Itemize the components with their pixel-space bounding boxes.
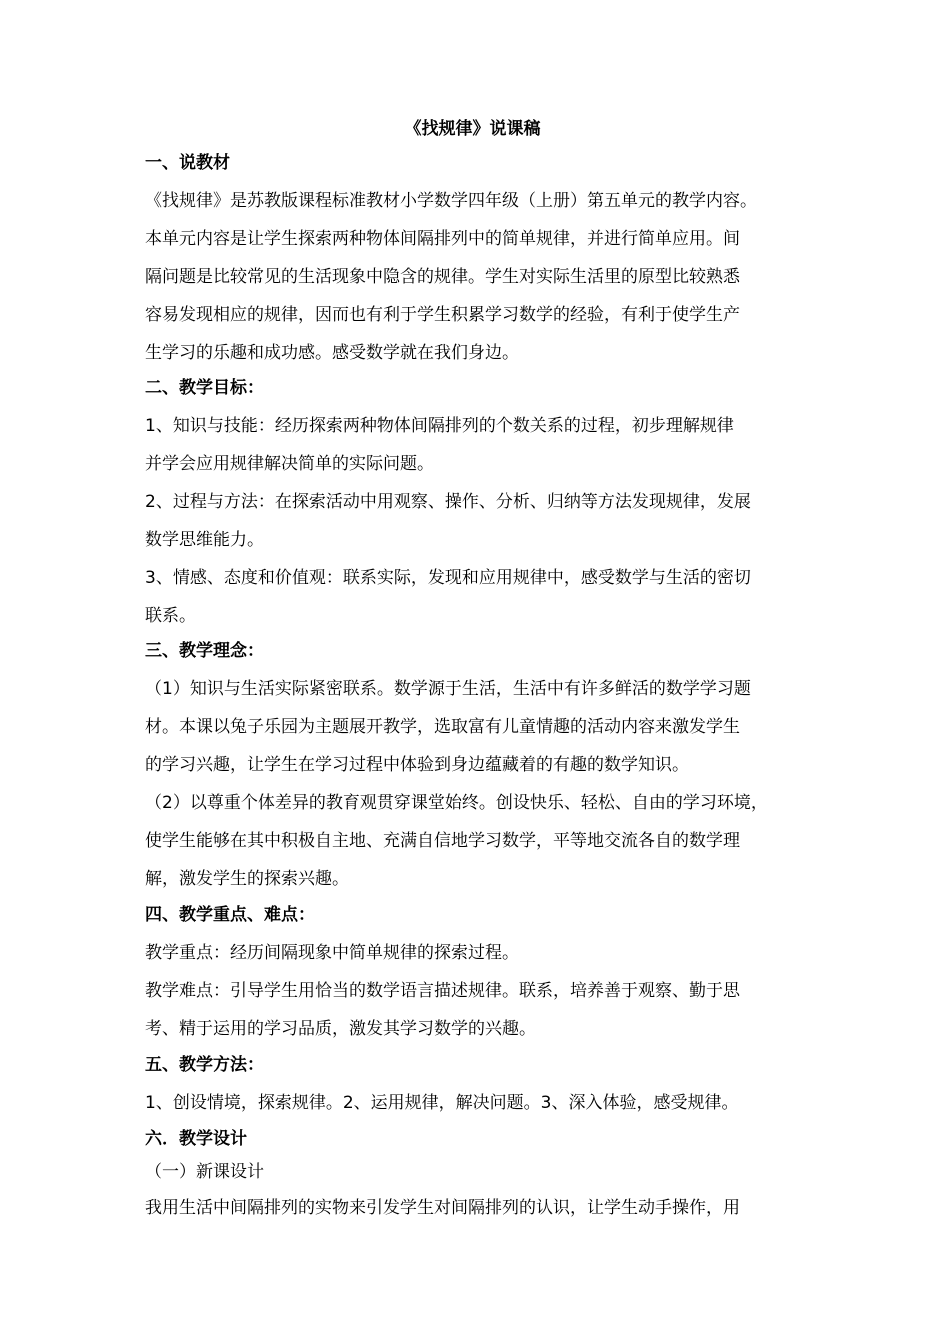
- paragraph-line: 教学难点：引导学生用恰当的数学语言描述规律。联系，培养善于观察、勤于思: [145, 981, 740, 1001]
- paragraph-line: 2、过程与方法：在探索活动中用观察、操作、分析、归纳等方法发现规律，发展: [145, 492, 751, 512]
- section-heading-key-points: 四、教学重点、难点：: [145, 905, 315, 925]
- paragraph-line: 《找规律》是苏教版课程标准教材小学数学四年级（上册）第五单元的教学内容。: [145, 191, 757, 211]
- paragraph-line: 本单元内容是让学生探索两种物体间隔排列中的简单规律，并进行简单应用。间: [145, 229, 740, 249]
- paragraph-line: 1、创设情境，探索规律。2、运用规律，解决问题。3、深入体验，感受规律。: [145, 1093, 739, 1113]
- section-heading-methods: 五、教学方法：: [145, 1055, 264, 1075]
- paragraph-line: 联系。: [145, 606, 196, 626]
- paragraph-line: （2）以尊重个体差异的教育观贯穿课堂始终。创设快乐、轻松、自由的学习环境，: [145, 793, 768, 813]
- paragraph-line: 数学思维能力。: [145, 530, 264, 550]
- paragraph-line: 我用生活中间隔排列的实物来引发学生对间隔排列的认识，让学生动手操作，用: [145, 1198, 740, 1218]
- paragraph-line: （1）知识与生活实际紧密联系。数学源于生活，生活中有许多鲜活的数学学习题: [145, 679, 751, 699]
- section-heading-philosophy: 三、教学理念：: [145, 641, 264, 661]
- paragraph-line: 材。本课以兔子乐园为主题展开教学，选取富有儿童情趣的活动内容来激发学生: [145, 717, 740, 737]
- paragraph-line: 考、精于运用的学习品质，激发其学习数学的兴趣。: [145, 1019, 536, 1039]
- section-heading-design: 六．教学设计: [145, 1129, 247, 1149]
- subsection-heading-new-lesson: （一）新课设计: [145, 1162, 264, 1182]
- paragraph-line: 3、情感、态度和价值观：联系实际，发现和应用规律中，感受数学与生活的密切: [145, 568, 751, 588]
- paragraph-line: 隔问题是比较常见的生活现象中隐含的规律。学生对实际生活里的原型比较熟悉: [145, 267, 740, 287]
- paragraph-line: 生学习的乐趣和成功感。感受数学就在我们身边。: [145, 343, 519, 363]
- document-title: 《找规律》说课稿: [404, 119, 541, 139]
- paragraph-line: 容易发现相应的规律，因而也有利于学生积累学习数学的经验，有利于使学生产: [145, 305, 740, 325]
- section-heading-textbook: 一、说教材: [145, 153, 230, 173]
- section-heading-goals: 二、教学目标：: [145, 378, 264, 398]
- paragraph-line: 教学重点：经历间隔现象中简单规律的探索过程。: [145, 943, 519, 963]
- paragraph-line: 的学习兴趣，让学生在学习过程中体验到身边蕴藏着的有趣的数学知识。: [145, 755, 689, 775]
- paragraph-line: 使学生能够在其中积极自主地、充满自信地学习数学，平等地交流各自的数学理: [145, 831, 740, 851]
- paragraph-line: 并学会应用规律解决简单的实际问题。: [145, 454, 434, 474]
- paragraph-line: 1、知识与技能：经历探索两种物体间隔排列的个数关系的过程，初步理解规律: [145, 416, 734, 436]
- paragraph-line: 解，激发学生的探索兴趣。: [145, 869, 349, 889]
